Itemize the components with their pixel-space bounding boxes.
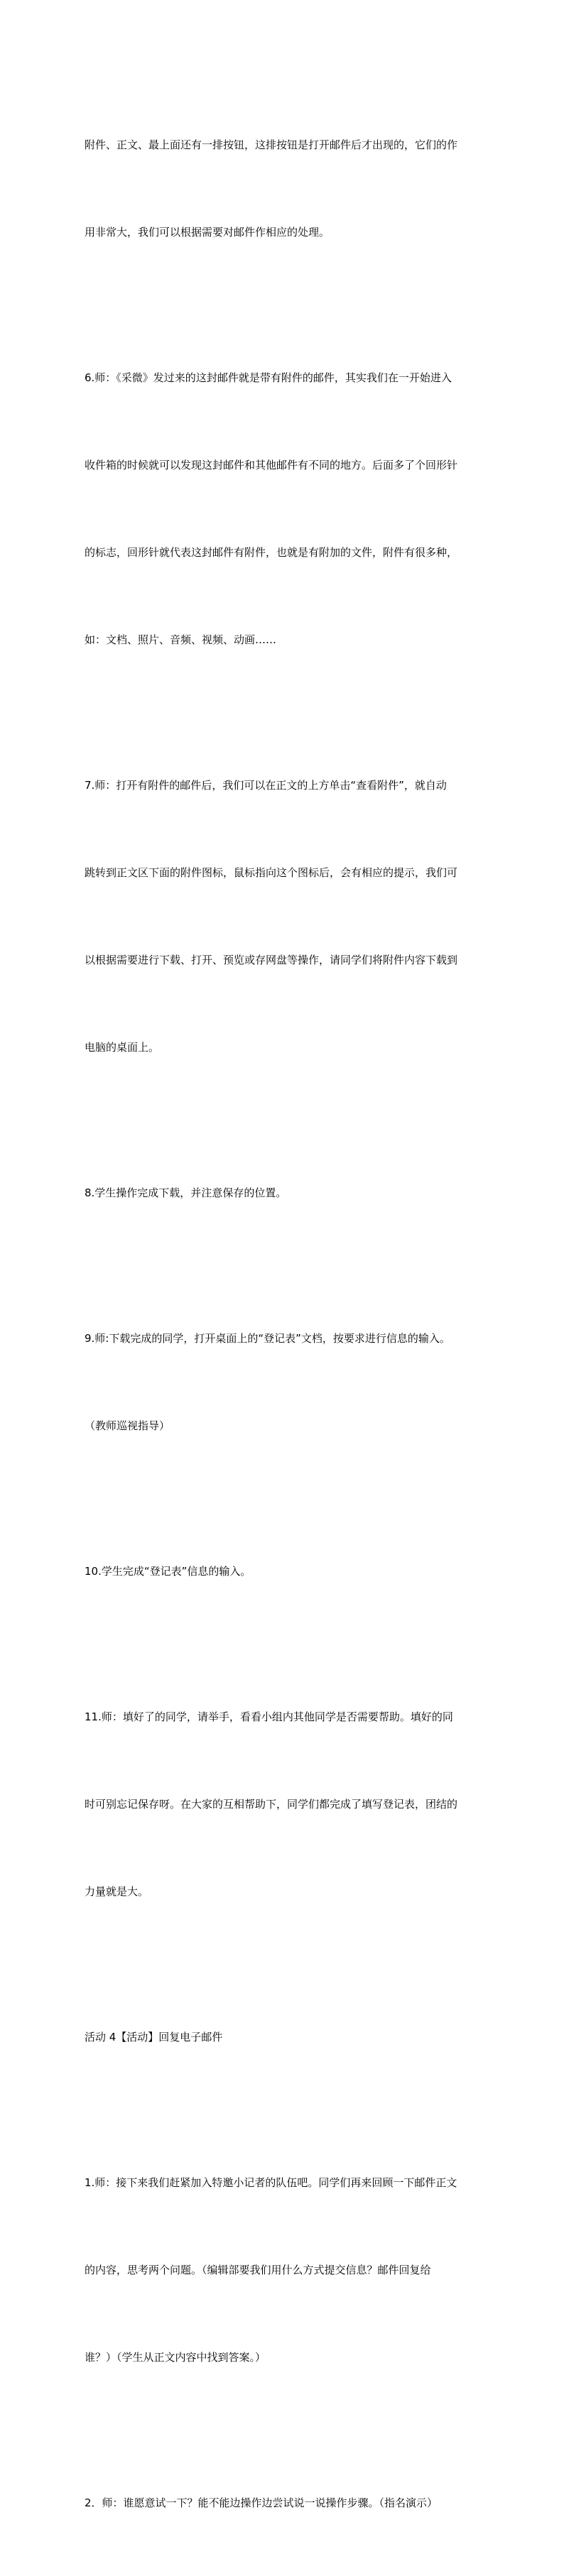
text-line: 10.学生完成“登记表”信息的输入。 [85, 1565, 251, 1578]
paragraph-step-7 [85, 713, 482, 1120]
text-line: 收件箱的时候就可以发现这封邮件和其他邮件有不同的地方。后面多了个回形针 [85, 459, 458, 471]
text-line: （教师巡视指导） [85, 1419, 170, 1432]
paragraph-reply-step-1 [85, 2110, 482, 2430]
text-line: 活动 4【活动】回复电子邮件 [85, 2031, 223, 2043]
text-line: 谁？）（学生从正文内容中找到答案。） [85, 2351, 266, 2364]
text-line: 1.师：接下来我们赶紧加入特邀小记者的队伍吧。同学们再来回顾一下邮件正文 [85, 2176, 457, 2189]
document-body [85, 72, 482, 2576]
paragraph-step-10 [85, 1499, 482, 1644]
paragraph-attachment-intro [85, 72, 482, 305]
text-line: 电脑的桌面上。 [85, 1041, 160, 1054]
paragraph-step-6 [85, 305, 482, 713]
text-line: 6.师：《采微》发过来的这封邮件就是带有附件的邮件，其实我们在一开始进入 [85, 371, 452, 384]
text-line: 时可别忘记保存呀。在大家的互相帮助下，同学们都完成了填写登记表，团结的 [85, 1798, 458, 1811]
text-line: 用非常大，我们可以根据需要对邮件作相应的处理。 [85, 226, 330, 239]
text-line: 7.师：打开有附件的邮件后，我们可以在正文的上方单击“查看附件”，就自动 [85, 779, 447, 792]
text-line: 力量就是大。 [85, 1885, 149, 1898]
text-line: 8.学生操作完成下载，并注意保存的位置。 [85, 1186, 287, 1199]
text-line: 附件、正文、最上面还有一排按钮，这排按钮是打开邮件后才出现的，它们的作 [85, 138, 458, 151]
activity-4-heading [85, 1965, 482, 2110]
paragraph-step-11 [85, 1644, 482, 1965]
text-line: 以根据需要进行下载、打开、预览或存网盘等操作，请同学们将附件内容下载到 [85, 954, 458, 966]
paragraph-step-8 [85, 1120, 482, 1266]
text-line: 11.师：填好了的同学，请举手，看看小组内其他同学是否需要帮助。填好的同 [85, 1710, 453, 1723]
paragraph-step-9 [85, 1266, 482, 1499]
text-line: 的标志，回形针就代表这封邮件有附件，也就是有附加的文件，附件有很多种， [85, 546, 458, 559]
text-line: 跳转到正文区下面的附件图标，鼠标指向这个图标后，会有相应的提示，我们可 [85, 866, 458, 879]
text-line: 9.师:下载完成的同学，打开桌面上的“登记表”文档，按要求进行信息的输入。 [85, 1332, 450, 1345]
text-line: 2．师：谁愿意试一下？能不能边操作边尝试说一说操作步骤。（指名演示） [85, 2496, 438, 2509]
text-line: 的内容，思考两个问题。（编辑部要我们用什么方式提交信息？邮件回复给 [85, 2264, 431, 2276]
paragraph-reply-step-2 [85, 2430, 482, 2576]
text-line: 如：文档、照片、音频、视频、动画…… [85, 633, 277, 646]
